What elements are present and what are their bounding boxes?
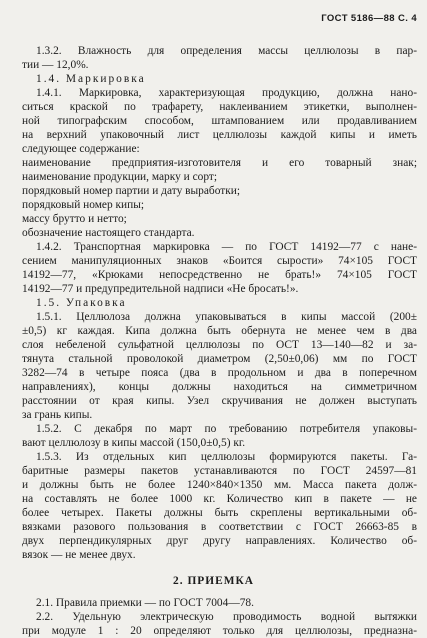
text-line: 3282—74 в четыре пояса (два в продольном и два в поперечном [22, 367, 417, 379]
text-line: вязками разового пользования в соответствии с ГОСТ 26663-85 в [22, 521, 417, 533]
list-item: наименование продукции, марку и сорт; [22, 171, 218, 183]
text-line: и должны быть не более 1240×840×1350 мм. Масса пакета долж- [22, 479, 417, 491]
text-line: вязок — не менее двух. [22, 549, 136, 561]
text-line: ной типографским способом, штампованием или продавливанием [22, 115, 417, 127]
list-item: порядковый номер кипы; [22, 199, 145, 211]
text-line: ±0,5) кг каждая. Кипа должна быть обернута не менее чем в два [22, 325, 417, 337]
section-heading: 1.5. Упаковка [36, 297, 127, 309]
text-line: 1.4.2. Транспортная маркировка — по ГОСТ 14192—77 с нане- [36, 241, 417, 253]
text-line: 1.5.2. С декабря по март по требованию потребителя упаковы- [36, 423, 417, 435]
text-line: за грань кипы. [22, 409, 93, 421]
text-line: двух перпендикулярных друг другу направлениях. Количество об- [22, 535, 417, 547]
list-item: наименование предприятия-изготовителя и его товарный знак; [22, 157, 417, 169]
text-line: сением манипуляционных знаков «Боится сырости» 74×105 ГОСТ [22, 255, 417, 267]
text-line: 1.3.2. Влажность для определения массы целлюлозы в пар- [36, 45, 417, 57]
text-line: 14192—77 и предупредительной надписи «Не бросать!». [22, 283, 299, 295]
text-line: при модуле 1 : 20 определяют только для целлюлозы, предназна- [22, 625, 417, 637]
list-item: обозначение настоящего стандарта. [22, 227, 195, 239]
text-line: 1.5.3. Из отдельных кип целлюлозы формируются пакеты. Га- [36, 451, 417, 463]
text-line: более четырех. Пакеты должны быть скреплены вертикальными об- [22, 507, 417, 519]
text-line: расстоянии от края кипы. Узел скручивания не должен выступать [22, 395, 417, 407]
text-line: направлениях), концы должны находиться на симметричном [22, 381, 417, 393]
chapter-heading: 2. ПРИЕМКА [173, 575, 254, 587]
list-item: порядковый номер партии и дату выработки; [22, 185, 241, 197]
section-heading: 1.4. Маркировка [36, 73, 146, 85]
text-line: следующее содержание: [22, 143, 140, 155]
text-line: тянута стальной проволокой диаметром (2,50±0,06) мм по ГОСТ [22, 353, 417, 365]
list-item: массу брутто и нетто; [22, 213, 127, 225]
text-line: вают целлюлозу в кипы массой (150,0±0,5) кг. [22, 437, 246, 449]
text-line: слоя небеленой сульфатной целлюлозы по ОСТ 13—140—82 и за- [22, 339, 417, 351]
text-line: тии — 12,0%. [22, 59, 89, 71]
page-header: ГОСТ 5186—88 С. 4 [321, 13, 417, 24]
text-line: 14192—77, «Крюками непосредственно не брать!» 74×105 ГОСТ [22, 269, 417, 281]
text-line: 1.4.1. Маркировка, характеризующая продукцию, должна нано- [36, 87, 417, 99]
text-line: на составлять не более 1000 кг. Количество кип в пакете — не [22, 493, 417, 505]
text-line: 1.5.1. Целлюлоза должна упаковываться в кипы массой (200± [36, 311, 417, 323]
text-line: 2.2. Удельную электрическую проводимость водной вытяжки [36, 611, 417, 623]
text-line: на верхний упаковочный лист целлюлозы каждой кипы и иметь [22, 129, 417, 141]
text-line: ситься краской по трафарету, наклеиванием этикетки, выполнен- [22, 101, 417, 113]
text-line: баритные размеры пакетов устанавливаются по ГОСТ 24597—81 [22, 465, 417, 477]
text-line: 2.1. Правила приемки — по ГОСТ 7004—78. [36, 597, 254, 609]
